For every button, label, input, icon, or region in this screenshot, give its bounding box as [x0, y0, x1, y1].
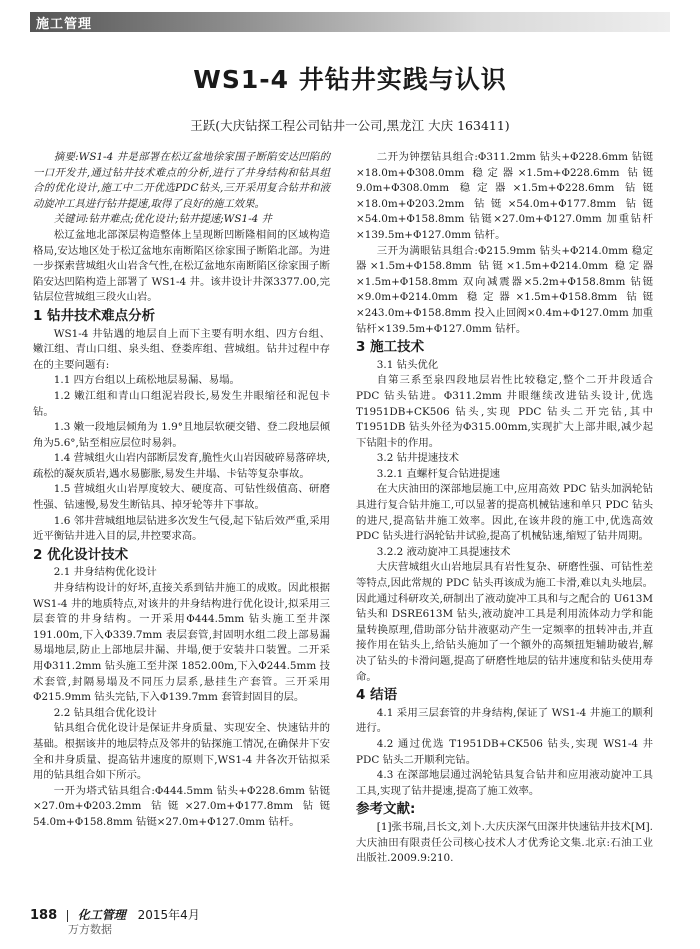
journal-logo: 化工管理 — [77, 908, 126, 922]
paragraph: 三开为满眼钻具组合:Φ215.9mm 钻头+Φ214.0mm 稳定器×1.5m+Φ158.8mm 钻铤×1.5m+Φ214.0mm 稳定器×1.5m+Φ158.8mm 双向减震器×5.2m+Φ158.8mm 钻铤×9.0m+Φ214.0mm 稳定器×1.5m+Φ158.8mm 钻铤×243.0m+Φ158.8mm 投入止回阀×0.4m+Φ127.0mm 加重钻杆×139.5m+Φ127.0mm 钻杆。 — [356, 244, 653, 335]
reference-item: [1]张书瑞,吕长文,刘卜.大庆庆深气田深井快速钻井技术[M].大庆油田有限责任公司核心技术人才优秀论文集.北京:石油工业出版社.2009.9:210. — [356, 820, 653, 865]
list-item: 4.2 通过优选 T1951DB+CK506 钻头,实现 WS1-4 井 PDC 钻头二开顺利完钻。 — [356, 737, 653, 766]
section-heading: 1 钻井技术难点分析 — [33, 307, 156, 324]
paragraph: 井身结构设计的好坏,直接关系到钻井施工的成败。因此根据 WS1-4 井的地质特点,对该井的井身结构进行优化设计,拟采用三层套管的井身结构。一开采用Φ444.5mm 钻头施工至井深 191.00m,下入Φ339.7mm 表层套管,封固明水组二段上部易漏易塌地层,防止上部地层井漏、井塌,便于安装井口装置。二开采用Φ311.2mm 钻头施工至井深 1852.00m,下入Φ244.5mm 技术套管,封隔易塌及不同压力层系,悬挂生产套管。三开采用Φ215.9mm 钻头完钻,下入Φ139.7mm 套管封固目的层。 — [33, 582, 330, 704]
paragraph: 在大庆油田的深部地层施工中,应用高效 PDC 钻头加涡轮钻具进行复合钻井施工,可以显著的提高机械钻速和单只 PDC 钻头的进尺,提高钻井施工效率。因此,在该井段的施工中,优选高效 PDC 钻头进行涡轮钻井试验,提高了机械钻速,缩短了钻井周期。 — [356, 483, 653, 543]
intro-paragraph: 松辽盆地北部深层构造整体上呈现断凹断隆相间的区域构造格局,安达地区处于松辽盆地东南断陷区徐家围子断陷北部。为进一步探索营城组火山岩含气性,在松辽盆地东南断陷区徐家围子断陷安达凹陷构造上部署了 WS1-4 井。该井设计井深3377.00,完钻层位营城组三段火山岩。 — [33, 228, 330, 304]
paragraph: 大庆营城组火山岩地层具有岩性复杂、研磨性强、可钻性差等特点,因此常规的 PDC 钻头再该成为施工卡滑,难以丸头地层。因此通过科研攻关,研制出了液动旋冲工具和与之配合的 U613M 钻头和 DSRE613M 钻头,液动旋冲工具是利用流体动力学和能量转换原理,借助部分钻井液驱动产生一定频率的扭转冲击,并直接作用在钻头上,给钻头施加了一个额外的高频扭矩辅助破岩,解决了钻头的卡滑问题,提高了研磨性地层的钻井速度和钻头使用寿命。 — [356, 561, 653, 683]
author-line: 王跃(大庆钻探工程公司钻井一公司,黑龙江 大庆 163411) — [190, 118, 510, 133]
list-item: 1.2 嫩江组和青山口组泥岩段长,易发生井眼缩径和泥包卡钻。 — [33, 389, 330, 418]
list-item: 1.3 嫩一段地层倾角为 1.9°且地层软硬交错、登二段地层倾角为5.6°,钻至相应层位时易斜。 — [33, 421, 330, 449]
paragraph: WS1-4 井钻遇的地层自上而下主要有明水组、四方台组、嫩江组、青山口组、泉头组、登娄库组、营城组。钻井过程中存在的主要问题有: — [33, 327, 330, 371]
keywords: 关键词:钻井难点;优化设计;钻井提速;WS1-4 井 — [53, 213, 272, 226]
abstract: 摘要:WS1-4 井是部署在松辽盆地徐家围子断陷安达凹陷的一口开发井,通过钻井技术难点的分析,进行了井身结构和钻具组合的优化设计,施工中二开优选PDC钻头,三开采用复合钻井和液动旋冲工具进行钻井提速,取得了良好的施工效果。 — [33, 151, 330, 210]
subsection-heading: 3.2.1 直螺杆复合钻进提速 — [376, 467, 501, 480]
watermark: 万方数据 — [68, 923, 112, 936]
subsection-heading: 3.2.2 液动旋冲工具提速技术 — [376, 545, 511, 558]
right-column — [356, 150, 653, 867]
section-heading: 4 结语 — [356, 687, 398, 704]
section-heading: 3 施工技术 — [356, 339, 425, 356]
paragraph: 钻具组合优化设计是保证井身质量、实现安全、快速钻井的基础。根据该井的地层特点及邻井的钻探施工情况,在确保井下安全和井身质量、提高钻井速度的原则下,WS1-4 井各次开钻拟采用的钻具组合如下所示。 — [33, 722, 330, 782]
list-item: 1.6 邻井营城组地层钻进多次发生气侵,起下钻后效严重,采用近平衡钻井进入目的层,井控要求高。 — [33, 514, 330, 543]
section-tag: 施工管理 — [36, 17, 93, 32]
paragraph: 自第三系至泉四段地层岩性比较稳定,整个二开井段适合 PDC 钻头钻进。Φ311.2mm 井眼继续改进钻头设计,优选T1951DB+CK506 钻头,实现 PDC 钻头二开完钻,其中 T1951DB 钻头外径为Φ315.00mm,实现扩大上部井眼,减少起下钻阻卡的作用。 — [356, 374, 653, 449]
list-item: 1.1 四方台组以上疏松地层易漏、易塌。 — [53, 374, 240, 387]
footer-divider — [67, 910, 68, 922]
section-heading: 2 优化设计技术 — [33, 546, 129, 563]
subsection-heading: 2.2 钻具组合优化设计 — [53, 706, 157, 719]
left-column — [33, 150, 330, 831]
list-item: 1.4 营城组火山岩内部断层发育,脆性火山岩因破碎易落碎块,疏松的凝灰质岩,遇水易膨胀,易发生井塌、卡钻等复杂事故。 — [33, 452, 330, 480]
header-bar — [30, 12, 670, 32]
subsection-heading: 3.2 钻井提速技术 — [376, 452, 459, 465]
references-heading: 参考文献: — [356, 801, 416, 818]
subsection-heading: 2.1 井身结构优化设计 — [53, 566, 157, 579]
list-item: 4.1 采用三层套管的井身结构,保证了 WS1-4 井施工的顺利进行。 — [356, 706, 653, 735]
page-footer — [30, 906, 200, 923]
issue-date: 2015年4月 — [137, 908, 200, 922]
list-item: 1.5 营城组火山岩厚度较大、硬度高、可钻性级值高、研磨性强、钻速慢,易发生断钻具、掉牙轮等井下事故。 — [33, 483, 330, 512]
article-title: WS1-4 井钻井实践与认识 — [193, 65, 507, 94]
subsection-heading: 3.1 钻头优化 — [376, 358, 439, 371]
list-item: 4.3 在深部地层通过涡轮钻具复合钻井和应用液动旋冲工具工具,实现了钻井提速,提高了施工效率。 — [356, 769, 653, 797]
paragraph: 二开为钟摆钻具组合:Φ311.2mm 钻头+Φ228.6mm 钻铤×18.0m+Φ308.0mm 稳定器×1.5m+Φ228.6mm 钻铤 9.0m+Φ308.0mm 稳定器×1.5m+Φ228.6mm 钻铤×18.0m+Φ203.2mm 钻铤×54.0m+Φ177.8mm 钻铤×54.0m+Φ158.8mm 钻铤×27.0m+Φ127.0mm 加重钻杆×139.5m+Φ127.0mm 钻杆。 — [356, 151, 653, 241]
page-number: 188 — [30, 908, 58, 923]
paragraph: 一开为塔式钻具组合:Φ444.5mm 钻头+Φ228.6mm 钻铤×27.0m+Φ203.2mm 钻铤×27.0m+Φ177.8mm 钻铤 54.0m+Φ158.8mm 钻铤×27.0m+Φ127.0mm 钻杆。 — [33, 784, 330, 828]
